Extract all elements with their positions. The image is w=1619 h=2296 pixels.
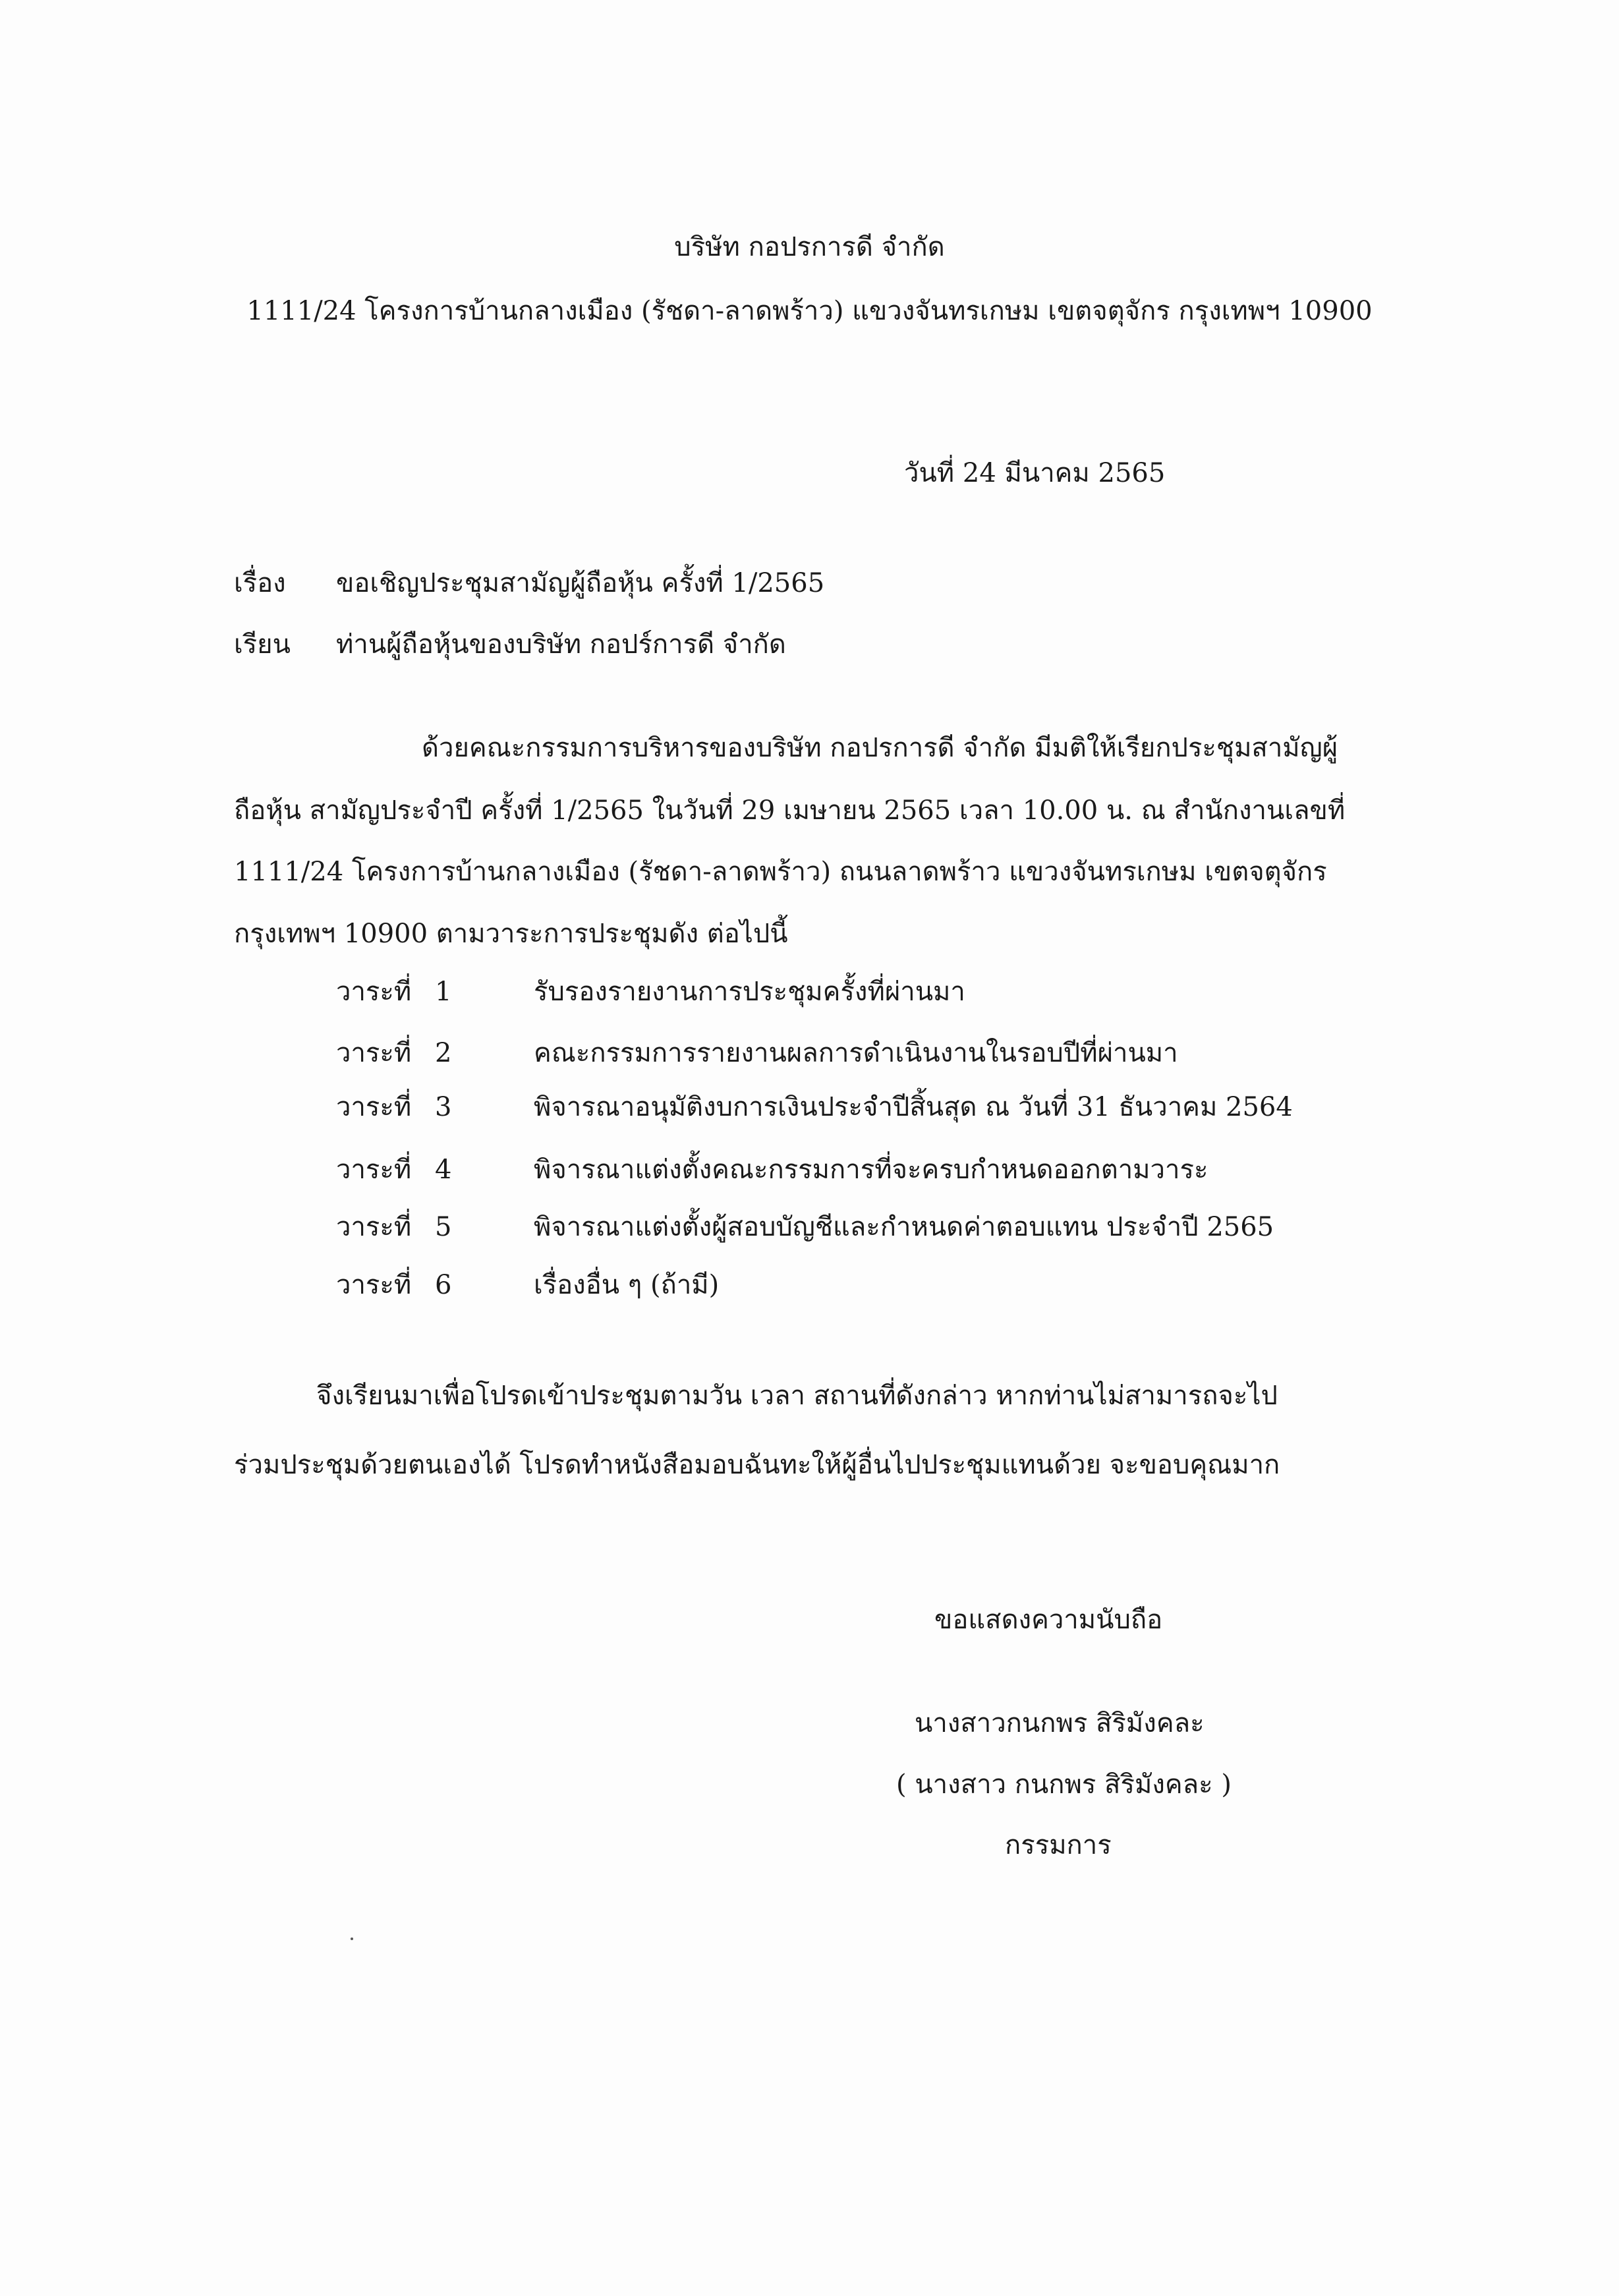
agenda-label: วาระที่ xyxy=(336,1038,412,1068)
letter-date: วันที่ 24 มีนาคม 2565 xyxy=(904,458,1166,488)
body-line-2: ถือหุ้น สามัญประจำปี ครั้งที่ 1/2565 ในวันที่ 29 เมษายน 2565 เวลา 10.00 น. ณ สำนักงานเลขที่ xyxy=(234,795,1346,826)
conclusion-line-1: จึงเรียนมาเพื่อโปรดเข้าประชุมตามวัน เวลา สถานที่ดังกล่าว หากท่านไม่สามารถจะไป xyxy=(316,1381,1278,1411)
recipient-label: เรียน xyxy=(234,629,291,660)
closing-text: ขอแสดงความนับถือ xyxy=(934,1605,1163,1635)
agenda-text: รับรองรายงานการประชุมครั้งที่ผ่านมา xyxy=(534,977,965,1007)
agenda-text: คณะกรรมการรายงานผลการดำเนินงานในรอบปีที่ผ่านมา xyxy=(534,1038,1178,1068)
agenda-number: 4 xyxy=(435,1155,452,1185)
company-address: 1111/24 โครงการบ้านกลางเมือง (รัชดา-ลาดพร้าว) แขวงจันทรเกษม เขตจตุจักร กรุงเทพฯ 10900 xyxy=(246,296,1373,326)
body-line-3: 1111/24 โครงการบ้านกลางเมือง (รัชดา-ลาดพร้าว) ถนนลาดพร้าว แขวงจันทรเกษม เขตจตุจักร xyxy=(234,857,1327,887)
subject-label: เรื่อง xyxy=(234,568,286,598)
signature-name: นางสาวกนกพร สิริมังคละ xyxy=(915,1708,1205,1738)
agenda-label: วาระที่ xyxy=(336,1155,412,1185)
agenda-number: 6 xyxy=(435,1270,452,1300)
subject-text: ขอเชิญประชุมสามัญผู้ถือหุ้น ครั้งที่ 1/2565 xyxy=(336,568,825,598)
body-line-4: กรุงเทพฯ 10900 ตามวาระการประชุมดัง ต่อไปนี้ xyxy=(234,919,788,949)
agenda-number: 1 xyxy=(435,977,452,1007)
agenda-number: 5 xyxy=(435,1212,452,1242)
agenda-label: วาระที่ xyxy=(336,977,412,1007)
agenda-label: วาระที่ xyxy=(336,1092,412,1122)
body-line-1: ด้วยคณะกรรมการบริหารของบริษัท กอปรการดี จำกัด มีมติให้เรียกประชุมสามัญผู้ xyxy=(422,733,1338,763)
agenda-text: พิจารณาแต่งตั้งผู้สอบบัญชีและกำหนดค่าตอบแทน ประจำปี 2565 xyxy=(534,1212,1274,1242)
conclusion-line-2: ร่วมประชุมด้วยตนเองได้ โปรดทำหนังสือมอบฉันทะให้ผู้อื่นไปประชุมแทนด้วย จะขอบคุณมาก xyxy=(234,1450,1280,1480)
agenda-number: 3 xyxy=(435,1092,452,1122)
agenda-number: 2 xyxy=(435,1038,452,1068)
recipient-text: ท่านผู้ถือหุ้นของบริษัท กอปร์การดี จำกัด xyxy=(336,629,786,660)
paper-speck xyxy=(351,1937,353,1940)
agenda-text: พิจารณาอนุมัติงบการเงินประจำปีสิ้นสุด ณ วันที่ 31 ธันวาคม 2564 xyxy=(534,1092,1293,1122)
agenda-text: เรื่องอื่น ๆ (ถ้ามี) xyxy=(534,1270,720,1300)
signature-printed-name: ( นางสาว กนกพร สิริมังคละ ) xyxy=(896,1769,1232,1800)
agenda-text: พิจารณาแต่งตั้งคณะกรรมการที่จะครบกำหนดออกตามวาระ xyxy=(534,1155,1208,1185)
company-name: บริษัท กอปรการดี จำกัด xyxy=(674,232,945,262)
signature-title: กรรมการ xyxy=(1005,1830,1112,1860)
agenda-label: วาระที่ xyxy=(336,1270,412,1300)
agenda-label: วาระที่ xyxy=(336,1212,412,1242)
